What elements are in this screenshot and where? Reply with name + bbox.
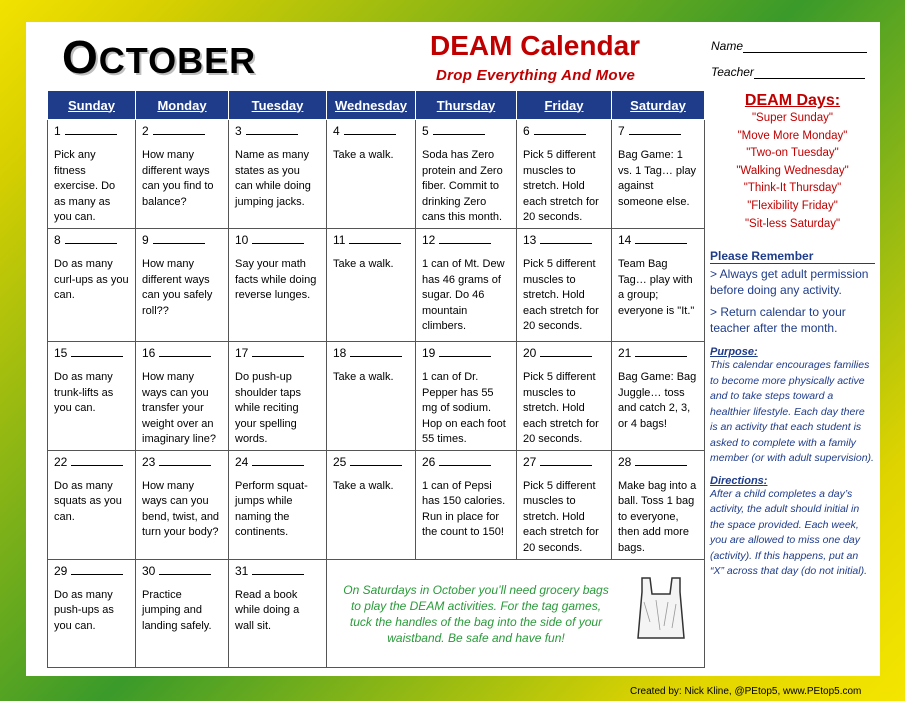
initial-line[interactable] [629, 125, 681, 135]
week-row [48, 559, 705, 667]
calendar-grid [47, 90, 705, 668]
day-number: 10 [235, 233, 249, 247]
day-number: 24 [235, 454, 249, 469]
initial-line[interactable] [439, 456, 491, 466]
initial-line[interactable] [252, 234, 304, 244]
day-activity: 1 can of Pepsi has 150 calories. Run in place for the count to 150! [422, 479, 506, 538]
day-cell[interactable] [517, 450, 612, 559]
month-title [62, 30, 256, 84]
day-activity: Perform squat-jumps while naming the continents. [235, 479, 308, 538]
day-cell[interactable] [612, 229, 705, 342]
day-number: 30 [142, 563, 156, 578]
credit-line: Created by: Nick Kline, @PEtop5, www.PEtop5.com [630, 686, 862, 697]
day-number: 26 [422, 454, 436, 469]
initial-line[interactable] [159, 347, 211, 357]
purpose-title: Purpose: [710, 346, 758, 359]
weekday-wednesday: Wednesday [327, 91, 416, 120]
day-activity: Do as many push-ups as you can. [54, 588, 114, 632]
day-activity: Pick 5 different muscles to stretch. Hold each stretch for 20 seconds. [523, 479, 599, 554]
teacher-field[interactable] [711, 65, 865, 79]
day-number: 19 [422, 346, 436, 360]
day-cell[interactable] [517, 229, 612, 342]
deam-day-name: "Two-on Tuesday" [746, 147, 839, 160]
day-number: 31 [235, 563, 249, 578]
month-rest: CTOBER [98, 40, 257, 81]
day-activity: Do as many squats as you can. [54, 479, 122, 523]
weekday-saturday: Saturday [612, 91, 705, 120]
day-activity: Take a walk. [333, 371, 394, 383]
day-number: 4 [333, 124, 340, 138]
saturday-note: On Saturdays in October you’ll need grocery bags to play the DEAM activities. For the tag games, tuck the handles of the bag into the side of your waistband. Be safe and have fun! [343, 582, 609, 645]
day-cell[interactable] [229, 342, 327, 451]
calendar-subtitle: Drop Everything And Move [436, 67, 636, 84]
day-activity: Do push-up shoulder taps while reciting your spelling words. [235, 371, 302, 445]
day-number: 7 [618, 124, 625, 138]
day-activity: Do as many curl-ups as you can. [54, 258, 129, 301]
day-cell[interactable] [327, 342, 416, 451]
initial-line[interactable] [71, 456, 123, 466]
week-row [48, 450, 705, 559]
day-cell[interactable] [229, 559, 327, 667]
day-number: 20 [523, 346, 537, 360]
info-sidebar [710, 92, 875, 580]
initial-line[interactable] [635, 456, 687, 466]
day-number: 29 [54, 563, 68, 578]
initial-line[interactable] [159, 456, 211, 466]
deam-day-name: "Super Sunday" [751, 112, 834, 124]
day-cell[interactable] [612, 342, 705, 451]
calendar-title: DEAM Calendar [430, 30, 641, 61]
directions-body: After a child completes a day’s activity, the adult should initial in the space provided. Each week, you are allowed to miss one day (activity). If this happens, put an “X” across that day (do not initial). [710, 487, 867, 578]
weekday-header-row [48, 91, 705, 120]
deam-day-name: "Sit-less Saturday" [744, 217, 841, 230]
day-activity: Soda has Zero protein and Zero fiber. Commit to drinking Zero cans this month. [422, 149, 503, 223]
weekday-thursday: Thursday [416, 91, 517, 120]
day-cell[interactable] [517, 120, 612, 229]
saturday-note-cell [327, 559, 705, 667]
day-cell[interactable] [229, 229, 327, 342]
day-number: 11 [333, 233, 346, 247]
day-activity: Pick 5 different muscles to stretch. Hold each stretch for 20 seconds. [523, 149, 599, 223]
deam-day-name: "Move More Monday" [737, 129, 848, 142]
day-activity: How many ways can you bend, twist, and turn your body? [142, 479, 220, 538]
day-activity: Bag Game: 1 vs. 1 Tag… play against someone else. [618, 149, 697, 208]
initial-line[interactable] [439, 347, 491, 357]
initial-line[interactable] [252, 347, 304, 357]
day-number: 16 [142, 346, 156, 360]
day-cell[interactable] [612, 450, 705, 559]
initial-line[interactable] [439, 234, 491, 244]
day-cell[interactable] [48, 450, 136, 559]
day-activity: How many different ways can you find to balance? [142, 149, 214, 208]
day-activity: Team Bag Tag… play with a group; everyone is "It." [618, 258, 695, 317]
day-number: 27 [523, 454, 537, 469]
day-cell[interactable] [416, 120, 517, 229]
purpose-body: This calendar encourages families to become more physically active and to take steps toward a healthier lifestyle. Each day there is an activity that each student is asked to complete with a family member (or with adult supervision). [710, 359, 874, 465]
initial-line[interactable] [350, 456, 402, 466]
initial-line[interactable] [153, 125, 205, 135]
initial-line[interactable] [540, 456, 592, 466]
day-activity: Take a walk. [333, 479, 394, 492]
day-cell[interactable] [136, 342, 229, 451]
weekday-monday: Monday [136, 91, 229, 120]
remember-item: > Return calendar to your teacher after the month. [710, 305, 846, 336]
day-cell[interactable] [136, 229, 229, 342]
day-cell[interactable] [327, 120, 416, 229]
day-number: 8 [54, 233, 61, 247]
day-cell[interactable] [517, 342, 612, 451]
day-activity: Take a walk. [333, 258, 394, 270]
day-number: 12 [422, 233, 436, 247]
weekday-friday: Friday [517, 91, 612, 120]
day-number: 18 [333, 346, 347, 360]
initial-line[interactable] [350, 347, 402, 357]
day-cell[interactable] [48, 342, 136, 451]
remember-item: > Always get adult permission before doing any activity. [710, 267, 869, 298]
day-number: 13 [523, 233, 537, 247]
day-activity: Bag Game: Bag Juggle… toss and catch 2, 3, or 4 bags! [618, 371, 697, 430]
day-number: 9 [142, 233, 149, 247]
deam-days-title: DEAM Days: [744, 92, 841, 109]
initial-line[interactable] [540, 347, 592, 357]
day-activity: How many different ways can you safely roll?? [142, 258, 213, 317]
day-activity: Read a book while doing a wall sit. [235, 588, 300, 632]
initial-line[interactable] [65, 234, 117, 244]
week-row [48, 229, 705, 342]
day-number: 28 [618, 454, 632, 469]
initial-line[interactable] [159, 565, 211, 575]
day-activity: Do as many trunk-lifts as you can. [54, 371, 114, 414]
day-cell[interactable] [229, 450, 327, 559]
day-cell[interactable] [612, 120, 705, 229]
day-number: 5 [422, 124, 429, 138]
day-activity: How many ways can you transfer your weight over an imaginary line? [142, 371, 216, 445]
day-number: 22 [54, 454, 68, 469]
initial-line[interactable] [153, 234, 205, 244]
initial-line[interactable] [71, 565, 123, 575]
day-cell[interactable] [136, 559, 229, 667]
day-number: 3 [235, 124, 242, 138]
day-number: 6 [523, 124, 530, 138]
weekday-sunday: Sunday [48, 91, 136, 120]
day-number: 14 [618, 233, 632, 247]
grocery-bag-icon [634, 572, 688, 644]
initial-line[interactable] [252, 565, 304, 575]
day-cell[interactable] [327, 450, 416, 559]
initial-line[interactable] [349, 234, 401, 244]
day-number: 21 [618, 346, 632, 360]
day-cell[interactable] [48, 229, 136, 342]
day-cell[interactable] [48, 120, 136, 229]
day-cell[interactable] [136, 450, 229, 559]
week-row [48, 342, 705, 451]
day-activity: Pick 5 different muscles to stretch. Hold each stretch for 20 seconds. [523, 258, 599, 332]
day-activity: 1 can of Mt. Dew has 46 grams of sugar. Do 46 mountain climbers. [422, 258, 505, 332]
deam-day-name: "Flexibility Friday" [747, 199, 838, 212]
day-number: 23 [142, 454, 156, 469]
day-activity: Pick any fitness exercise. Do as many as you can. [54, 149, 116, 223]
month-initial: O [62, 31, 99, 83]
name-field[interactable] [711, 39, 867, 53]
weekday-tuesday: Tuesday [229, 91, 327, 120]
day-activity: Make bag into a ball. Toss 1 bag to everyone, then add more bags. [618, 479, 697, 554]
initial-line[interactable] [635, 234, 687, 244]
day-activity: Pick 5 different muscles to stretch. Hold each stretch for 20 seconds. [523, 371, 599, 445]
deam-day-name: "Walking Wednesday" [736, 164, 849, 177]
day-number: 25 [333, 454, 347, 469]
initial-line[interactable] [540, 234, 592, 244]
deam-day-name: "Think-It Thursday" [743, 182, 842, 195]
day-activity: Take a walk. [333, 149, 394, 161]
day-number: 15 [54, 346, 68, 360]
teacher-label: Teacher [711, 65, 754, 79]
day-cell[interactable] [416, 342, 517, 451]
week-row [48, 120, 705, 229]
day-number: 1 [54, 124, 61, 138]
remember-title: Please Remember [710, 249, 875, 264]
initial-line[interactable] [433, 125, 485, 135]
initial-line[interactable] [246, 125, 298, 135]
day-cell[interactable] [416, 450, 517, 559]
day-cell[interactable] [327, 229, 416, 342]
initial-line[interactable] [252, 456, 304, 466]
day-number: 2 [142, 124, 149, 138]
day-cell[interactable] [229, 120, 327, 229]
initial-line[interactable] [635, 347, 687, 357]
day-cell[interactable] [416, 229, 517, 342]
initial-line[interactable] [344, 125, 396, 135]
name-label: Name [711, 39, 744, 53]
day-activity: Practice jumping and landing safely. [142, 588, 212, 632]
day-activity: Say your math facts while doing reverse lunges. [235, 258, 317, 301]
initial-line[interactable] [65, 125, 117, 135]
initial-line[interactable] [534, 125, 586, 135]
day-activity: Name as many states as you can while doing jumping jacks. [235, 149, 311, 208]
day-cell[interactable] [48, 559, 136, 667]
directions-title: Directions: [710, 474, 768, 487]
day-activity: 1 can of Dr. Pepper has 55 mg of sodium. Hop on each foot 55 times. [422, 371, 506, 445]
day-cell[interactable] [136, 120, 229, 229]
initial-line[interactable] [71, 347, 123, 357]
day-number: 17 [235, 346, 249, 360]
